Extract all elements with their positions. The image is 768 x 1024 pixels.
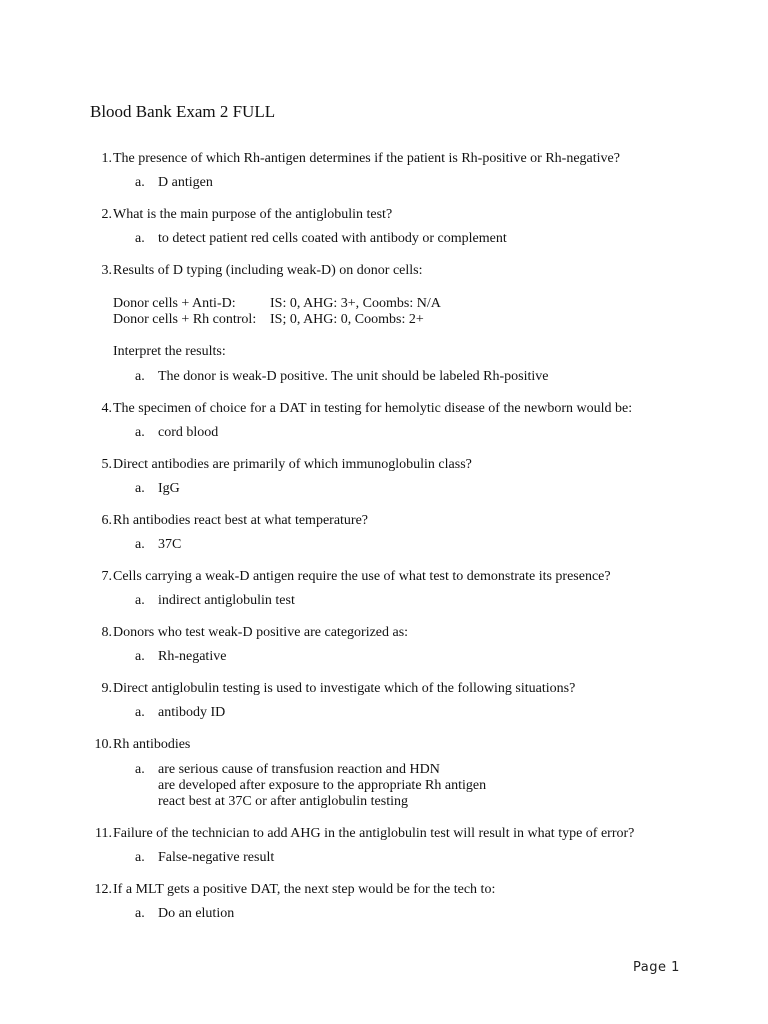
question-text: Results of D typing (including weak-D) on donor cells: [113,263,423,278]
question-number: 6. [101,513,112,528]
question-number: 7. [101,569,112,584]
question-11 [90,826,730,842]
answer-text: Do an elution [158,906,235,921]
question-text: Direct antibodies are primarily of which immunoglobulin class? [113,457,472,472]
question-9 [90,681,730,697]
question-1 [90,151,730,167]
interpret-prompt: Interpret the results: [113,344,226,359]
question-10 [90,737,730,753]
answer-text: Rh-negative [158,649,227,664]
answer-letter: a. [135,649,145,664]
answer-text: False-negative result [158,850,275,865]
question-text: Rh antibodies react best at what temperature? [113,513,369,528]
answer-text [158,762,486,810]
answer-letter: a. [135,425,145,440]
typing-row-2 [0,312,768,328]
answer-text: cord blood [158,425,219,440]
answer-line: are developed after exposure to the appropriate Rh antigen [158,778,487,793]
answer-letter: a. [135,850,145,865]
question-3 [90,263,730,279]
typing-row-1 [0,296,768,312]
answer-text: to detect patient red cells coated with antibody or complement [158,231,507,246]
question-text: Rh antibodies [113,737,191,752]
answer-letter: a. [135,593,145,608]
typing-row-value: IS: 0, AHG: 3+, Coombs: N/A [270,296,441,311]
answer-text: 37C [158,537,182,552]
question-number: 10. [94,737,112,752]
answer-letter: a. [135,175,145,190]
answer-text: D antigen [158,175,213,190]
typing-row-label: Donor cells + Rh control: [113,312,257,327]
answer-text: The donor is weak-D positive. The unit should be labeled Rh-positive [158,369,549,384]
question-12 [90,882,730,898]
answer-text: antibody ID [158,705,226,720]
question-number: 1. [101,151,112,166]
answer-letter: a. [135,705,145,720]
answer-letter: a. [135,537,145,552]
question-text: Cells carrying a weak-D antigen require the use of what test to demonstrate its presence? [113,569,611,584]
question-text: The specimen of choice for a DAT in testing for hemolytic disease of the newborn would be: [113,401,633,416]
question-number: 8. [101,625,112,640]
answer-letter: a. [135,369,145,384]
question-text: If a MLT gets a positive DAT, the next step would be for the tech to: [113,882,496,897]
question-5 [90,457,730,473]
question-7 [90,569,730,585]
typing-row-value: IS; 0, AHG: 0, Coombs: 2+ [270,312,424,327]
question-number: 9. [101,681,112,696]
answer-text: indirect antiglobulin test [158,593,295,608]
question-6 [90,513,730,529]
document-title: Blood Bank Exam 2 FULL [90,102,276,121]
question-4 [90,401,730,417]
question-text: Direct antiglobulin testing is used to investigate which of the following situations? [113,681,576,696]
answer-letter: a. [135,481,145,496]
answer-line: are serious cause of transfusion reaction and HDN [158,762,440,777]
question-number: 5. [101,457,112,472]
page-number: Page 1 [633,960,680,975]
answer-letter: a. [135,762,145,777]
typing-row-label: Donor cells + Anti-D: [113,296,236,311]
question-number: 11. [95,826,112,841]
answer-letter: a. [135,906,145,921]
question-number: 4. [101,401,112,416]
question-number: 3. [101,263,112,278]
question-number: 2. [101,207,112,222]
answer-line: react best at 37C or after antiglobulin testing [158,794,408,809]
question-2 [90,207,730,223]
question-text: Failure of the technician to add AHG in the antiglobulin test will result in what type of error? [113,826,635,841]
answer-letter: a. [135,231,145,246]
question-number: 12. [94,882,112,897]
answer-text: IgG [158,481,180,496]
question-text: The presence of which Rh-antigen determines if the patient is Rh-positive or Rh-negative? [113,151,620,166]
question-8 [90,625,730,641]
question-text: What is the main purpose of the antiglobulin test? [113,207,393,222]
question-text: Donors who test weak-D positive are categorized as: [113,625,409,640]
